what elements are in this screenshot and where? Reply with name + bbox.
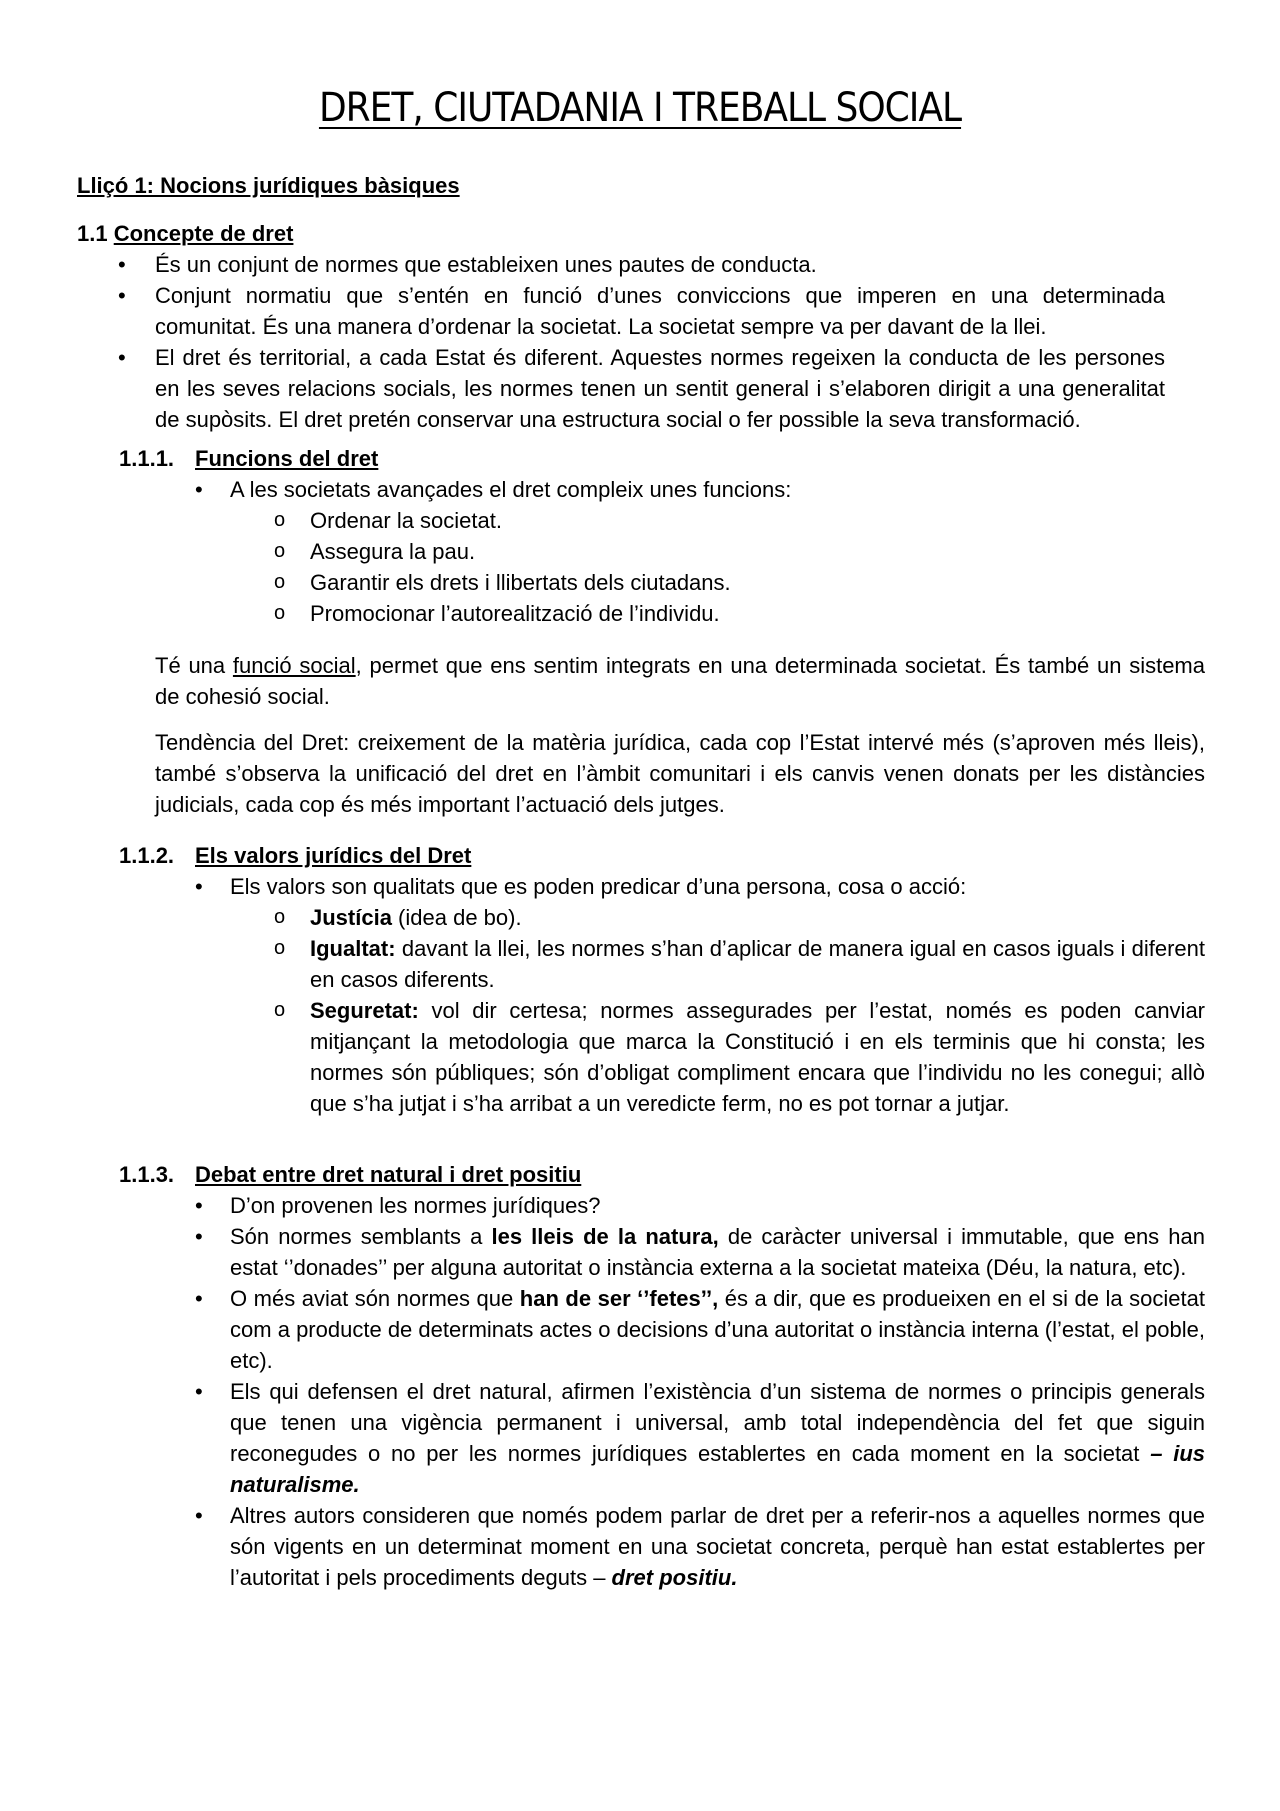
list-item [270,902,1205,933]
section-number: 1.1.1. [119,446,175,471]
section-title: Debat entre dret natural i dret positiu [195,1162,582,1187]
underlined-term: funció social [232,653,356,678]
text-run: Són normes semblants a [230,1224,492,1249]
law-trend-paragraph: Tendència del Dret: creixement de la matèria jurídica, cada cop l’Estat intervé més (s’aproven més lleis), també s’observa la unificació del dret en l’àmbit comunitari i els canvis venen donats per les distàncies judicials, cada cop és més important l’actuació dels jutges. [155,730,1205,817]
value-term: Igualtat: [310,936,396,961]
list-item [192,1221,1205,1283]
list-item: o Assegura la pau. [270,536,1205,567]
document-title: DRET, CIUTADANIA I TREBALL SOCIAL [318,85,962,131]
bold-term: les lleis de la natura, [491,1224,719,1249]
bold-italic-term: – ius naturalisme. [230,1441,1205,1497]
list-item: • A les societats avançades el dret compleix unes funcions: [192,474,1205,505]
functions-intro-list [192,474,1205,505]
value-description: (idea de bo). [391,905,522,930]
list-item [270,995,1205,1119]
list-item: • El dret és territorial, a cada Estat és diferent. Aquestes normes regeixen la conducta de les persones en les seves relacions socials, les normes tenen un sentit general i s’elaboren dirigit a una generalitat de supòsits. El dret pretén conservar una estructura social o fer possible la seva transformació. [115,342,1165,435]
section-heading-1-1-1 [119,443,378,474]
section-heading-1-1-2 [119,840,471,871]
value-term: Seguretat: [310,998,419,1023]
text-run: O més aviat són normes que [230,1286,520,1311]
list-item [192,1500,1205,1593]
list-item: • D’on provenen les normes jurídiques? [192,1190,1205,1221]
section-number: 1.1.3. [119,1162,175,1187]
list-item: • Els valors son qualitats que es poden predicar d’una persona, cosa o acció: [192,871,1205,902]
social-function-paragraph [155,650,1205,712]
text-run: Els qui defensen el dret natural, afirmen l’existència d’un sistema de normes o principis generals que tenen una vigència permanent i universal, amb total independència del fet que siguin reconegudes o no per les normes jurídiques establertes en cada moment en la societat [230,1379,1205,1466]
list-item: o Promocionar l’autorealització de l’individu. [270,598,1205,629]
bold-term: han de ser ‘’fetes’’, [519,1286,719,1311]
bold-italic-term: dret positiu. [611,1565,738,1590]
list-item: • Conjunt normatiu que s’entén en funció d’unes conviccions que imperen en una determinada comunitat. És una manera d’ordenar la societat. La societat sempre va per davant de la llei. [115,280,1165,342]
values-intro-list [192,871,1205,902]
list-item: o Garantir els drets i llibertats dels ciutadans. [270,567,1205,598]
debate-bullet-list [192,1190,1205,1593]
value-description: davant la llei, les normes s’han d’aplicar de manera igual en casos iguals i diferent en casos diferents. [310,936,1205,992]
section-heading-1-1-3 [119,1159,581,1190]
value-term: Justícia [310,905,392,930]
values-sub-list [270,902,1205,1119]
lesson-heading: Lliçó 1: Nocions jurídiques bàsiques [77,173,460,198]
text-run: és a dir, que es produeixen en el si de la societat com a producte de determinats actes o decisions d’una autoritat o instància interna (l’estat, el poble, etc). [230,1286,1206,1373]
section-title: Concepte de dret [113,221,294,246]
list-item: o Ordenar la societat. [270,505,1205,536]
section-number: 1.1.2. [119,843,175,868]
text-run: de caràcter universal i immutable, que ens han estat ‘’donades’’ per alguna autoritat o instància externa a la societat mateixa (Déu, la natura, etc). [230,1224,1205,1280]
section-title: Funcions del dret [195,446,379,471]
list-item [270,933,1205,995]
text-run: , permet que ens sentim integrats en una determinada societat. És també un sistema de cohesió social. [155,653,1205,709]
concept-bullet-list [115,249,1165,435]
section-title: Els valors jurídics del Dret [195,843,472,868]
text-run: Altres autors consideren que només podem parlar de dret per a referir-nos a aquelles normes que són vigents en un determinat moment en una societat concreta, perquè han estat establertes per l’autoritat i pels procediments deguts – [230,1503,1205,1590]
functions-sub-list [270,505,1205,629]
list-item [192,1376,1205,1500]
list-item [192,1283,1205,1376]
value-description: vol dir certesa; normes assegurades per l’estat, només es poden canviar mitjançant la metodologia que marca la Constitució i en els terminis que hi consta; les normes són públiques; són d’obligat compliment encara que l’individu no les conegui; allò que s’ha jutjat i s’ha arribat a un veredicte ferm, no es pot tornar a jutjar. [310,998,1205,1116]
list-item: • És un conjunt de normes que estableixen unes pautes de conducta. [115,249,1165,280]
section-number: 1.1 [77,221,108,246]
text-run: Té una [155,653,233,678]
section-heading-1-1 [77,218,293,249]
